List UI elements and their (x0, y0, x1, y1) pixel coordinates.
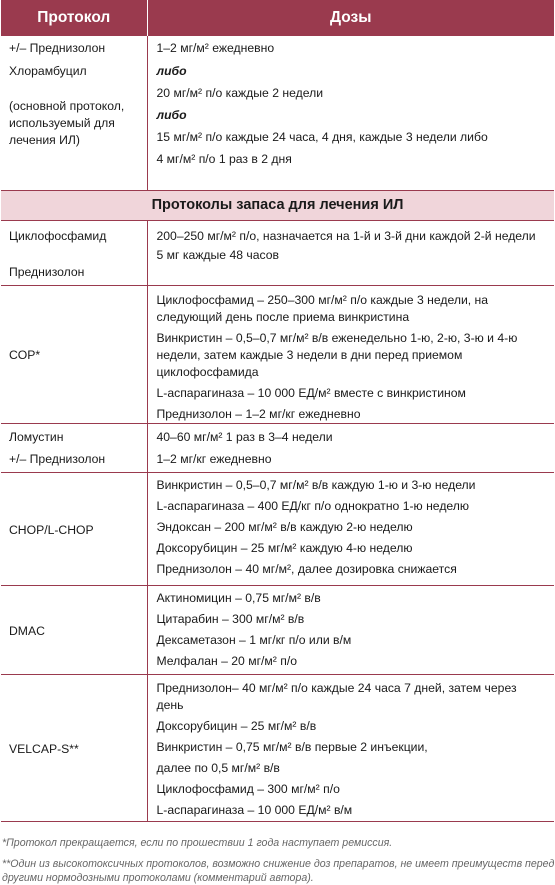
doses-cell (147, 586, 554, 675)
section-row (1, 191, 554, 221)
doses-cell (147, 36, 554, 191)
header-protocol: Протокол (1, 0, 147, 36)
dose-line: Циклофосфамид – 300 мг/м² п/о (156, 782, 340, 796)
dose-line: 200–250 мг/м² п/о, назначается на 1-й и 3-й дни каждой 2-й недели (156, 229, 536, 243)
protocol-name: +/– Преднизолон (9, 41, 106, 55)
doses-cell (147, 221, 554, 286)
dose-line: Преднизолон– 40 мг/м² п/о каждые 24 часа 7 дней, затем через день (156, 681, 517, 712)
dose-line: Доксорубицин – 25 мг/м² в/в (156, 719, 317, 733)
dose-line: 40–60 мг/м² 1 раз в 3–4 недели (156, 430, 333, 444)
dose-line: Мелфалан – 20 мг/м² п/о (156, 654, 297, 668)
dose-line: Преднизолон – 1–2 мг/кг ежедневно (156, 407, 361, 421)
dose-line: Циклофосфамид – 250–300 мг/м² п/о каждые 3 недели, на следующий день после приема винкристина (156, 293, 489, 324)
row-cyclophosphamide (1, 221, 554, 286)
dose-line: L-аспарагиназа – 400 ЕД/кг п/о однократно 1-ю неделю (156, 499, 470, 513)
row-cop (1, 286, 554, 424)
protocol-name: +/– Преднизолон (9, 452, 106, 466)
dose-line: далее по 0,5 мг/м² в/в (156, 761, 280, 775)
dose-or: либо (156, 64, 187, 78)
dose-line: Дексаметазон – 1 мг/кг п/о или в/м (156, 633, 352, 647)
dose-line: 5 мг каждые 48 часов (156, 248, 279, 262)
protocol-cell (1, 473, 147, 586)
row-dmac (1, 586, 554, 675)
dose-line: Преднизолон – 40 мг/м², далее дозировка снижается (156, 562, 457, 576)
protocol-name: DMAC (9, 623, 45, 638)
dose-line: Винкристин – 0,75 мг/м² в/в первые 2 инъекции, (156, 740, 428, 754)
dose-line: 1–2 мг/м² ежедневно (156, 41, 275, 55)
protocol-name: CHOP/L-CHOP (9, 522, 94, 537)
doses-cell (147, 286, 554, 424)
protocol-cell (1, 424, 147, 473)
row-velcap (1, 675, 554, 822)
protocol-name: Циклофосфамид (9, 229, 107, 243)
protocol-name: VELCAP-S** (9, 741, 79, 756)
dose-line: 4 мг/м² п/о 1 раз в 2 дня (156, 152, 292, 166)
footnote-2: **Один из высокотоксичных протоколов, возможно снижение доз препаратов, не имеет преимуществ перед другими нормодозными протоколами (комментарий автора). (2, 858, 555, 884)
dose-line: Эндоксан – 200 мг/м² в/в каждую 2-ю неделю (156, 520, 413, 534)
header-doses: Дозы (147, 0, 554, 36)
dose-line: L-аспарагиназа – 10 000 ЕД/м² в/м (156, 803, 353, 817)
dose-line: Винкристин – 0,5–0,7 мг/м² в/в еженедельно 1-ю, 2-ю, 3-ю и 4-ю недели, затем каждые 3 недели в дни перед приемом циклофосфамида (156, 331, 518, 379)
dose-line: Цитарабин – 300 мг/м² в/в (156, 612, 305, 626)
dose-line: 20 мг/м² п/о каждые 2 недели (156, 86, 324, 100)
doses-cell (147, 675, 554, 822)
dose-line: Винкристин – 0,5–0,7 мг/м² в/в каждую 1-ю и 3-ю недели (156, 478, 476, 492)
protocol-cell (1, 221, 147, 286)
protocol-name: Ломустин (9, 430, 64, 444)
footnote-1: *Протокол прекращается, если по прошествии 1 года наступает ремиссия. (2, 837, 393, 849)
dose-line: 15 мг/м² п/о каждые 24 часа, 4 дня, каждые 3 недели либо (156, 130, 488, 144)
protocol-table (1, 0, 554, 822)
doses-cell (147, 473, 554, 586)
dose-line: 1–2 мг/кг ежедневно (156, 452, 272, 466)
protocol-note: (основной протокол, используемый для лечения ИЛ) (9, 99, 125, 147)
protocol-cell (1, 586, 147, 675)
table-header (1, 0, 554, 36)
protocol-name: COP* (9, 348, 41, 362)
row-chop (1, 473, 554, 586)
dose-line: Доксорубицин – 25 мг/м² каждую 4-ю неделю (156, 541, 413, 555)
protocol-cell (1, 36, 147, 191)
protocol-cell (1, 675, 147, 822)
row-chlorambucil (1, 36, 554, 191)
protocol-name: Преднизолон (9, 265, 85, 279)
dose-line: L-аспарагиназа – 10 000 ЕД/м² вместе с винкристином (156, 386, 466, 400)
section-title: Протоколы запаса для лечения ИЛ (1, 191, 554, 221)
dose-line: Актиномицин – 0,75 мг/м² в/в (156, 591, 321, 605)
row-lomustine (1, 424, 554, 473)
dose-or: либо (156, 108, 187, 122)
doses-cell (147, 424, 554, 473)
protocol-cell (1, 286, 147, 424)
protocol-name: Хлорамбуцил (9, 64, 87, 78)
